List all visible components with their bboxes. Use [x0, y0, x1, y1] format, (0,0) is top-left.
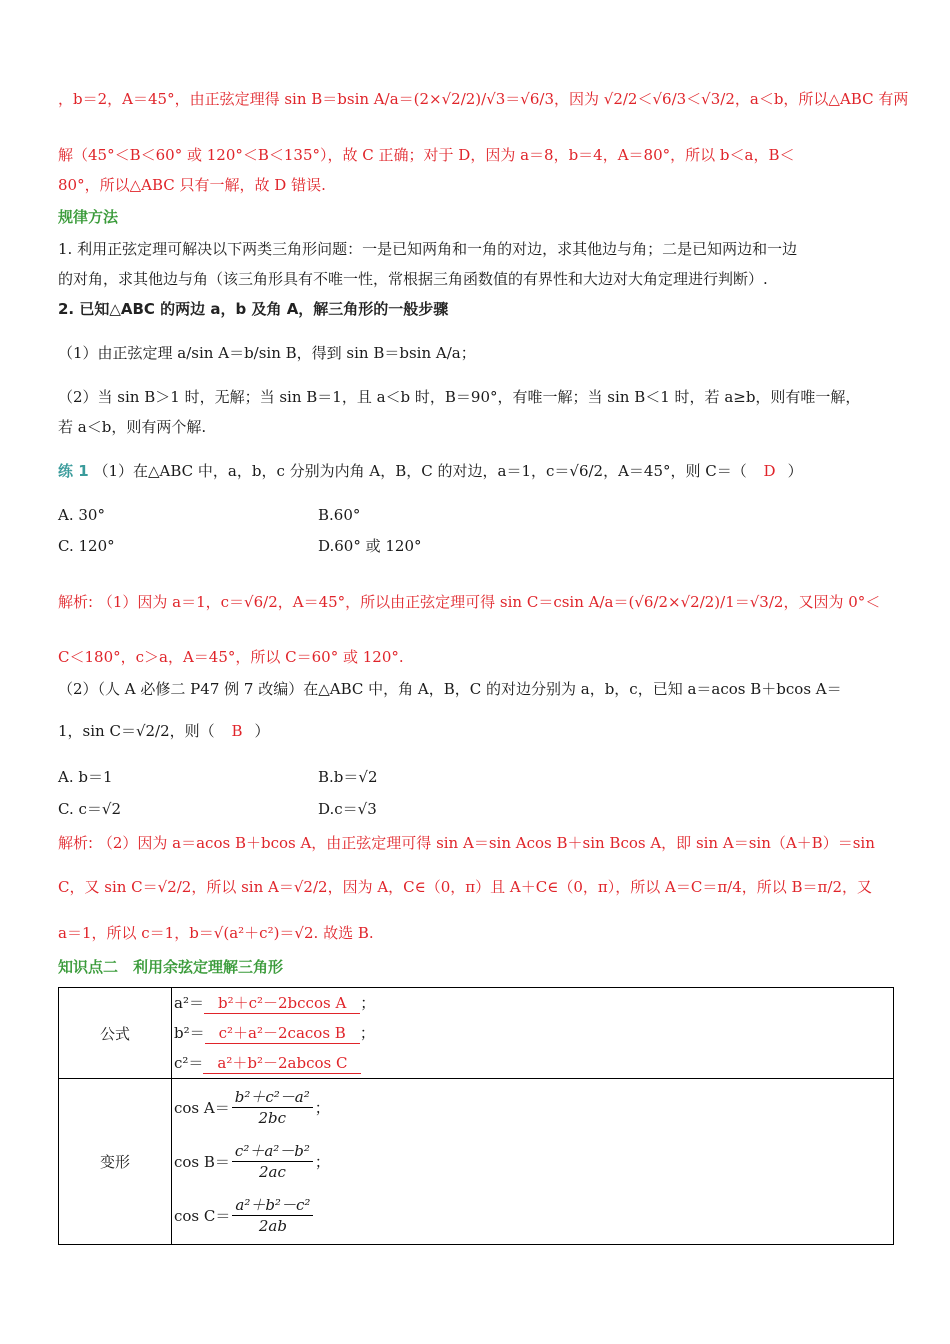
step-2-line-2: 若 a＜b，则有两个解. [58, 418, 207, 436]
knowledge-point-heading: 知识点二 利用余弦定理解三角形 [58, 958, 284, 976]
fraction-denominator: 2ab [258, 1217, 287, 1235]
solution-1-line-1 [58, 591, 880, 613]
solution-2-line-3: a＝1，所以 c＝1，b＝√(a²＋c²)＝√2. 故选 B. [58, 924, 374, 942]
transform-row: cos B＝ $\frac{\text{c²＋a²－b²}}{2ac}$ ； [174, 1142, 330, 1181]
transform-row: cos C＝ $\frac{\text{a²＋b²－c²}}{2ab}$ [172, 1189, 893, 1243]
step-1: （1）由正弦定理 a/sin A＝b/sin B，得到 sin B＝bsin A/a； [58, 344, 476, 362]
fraction-numerator: b²＋c²－a² [232, 1087, 313, 1108]
solution-2-label: 解析: [58, 834, 94, 852]
step-2-line-1: （2）当 sin B＞1 时，无解；当 sin B＝1，且 a＜b 时，B＝90°，有唯一解；当 sin B＜1 时，若 a≥b，则有唯一解， [58, 388, 861, 406]
fraction-numerator: a²＋b²－c² [232, 1195, 313, 1216]
solution-cont-line-3: 80°，所以△ABC 只有一解，故 D 错误. [58, 176, 326, 194]
solution-cont-line-1: ，b＝2，A＝45°，由正弦定理得 sin B＝bsin A/a＝(2×√2/2)/√3＝√6/3，因为 √2/2＜√6/3＜√3/2，a＜b，所以△ABC 有两 [58, 90, 909, 108]
transform-head: 变形 [59, 1079, 172, 1245]
exercise-2-answer: B [231, 722, 243, 740]
solution-1-text: （1）因为 a＝1，c＝√6/2，A＝45°，所以由正弦定理可得 sin C＝csin A/a＝(√6/2×√2/2)/1＝√3/2，又因为 0°＜ [97, 593, 881, 611]
method-heading: 规律方法 [58, 208, 119, 226]
solution-2-line-1 [58, 832, 875, 854]
option-2a: A. b＝1 [58, 768, 113, 786]
option-a: A. 30° [58, 506, 105, 524]
method-1-line-2: 的对角，求其他边与角（该三角形具有不唯一性，常根据三角函数值的有界性和大边对大角定理进行判断）. [58, 270, 768, 288]
fraction-denominator: 2ac [258, 1163, 286, 1181]
formula-row: c²＝ a²＋b²－2abcos C [172, 1048, 893, 1078]
solution-1-line-2: C＜180°，c＞a，A＝45°，所以 C＝60° 或 120°. [58, 648, 404, 666]
formula-row: a²＝ b²＋c²－2bccos A ； [174, 994, 376, 1012]
solution-2-text: （2）因为 a＝acos B＋bcos A，由正弦定理可得 sin A＝sin Acos B＋sin Bcos A，即 sin A＝sin（A＋B）＝sin [97, 834, 875, 852]
transform-cell [172, 1079, 894, 1245]
exercise-1-answer: D [763, 462, 776, 480]
method-1-line-1: 1. 利用正弦定理可解决以下两类三角形问题：一是已知两角和一角的对边，求其他边与角；二是已知两边和一边 [58, 240, 798, 258]
solution-cont-line-2: 解（45°＜B＜60° 或 120°＜B＜135°），故 C 正确；对于 D，因为 a＝8，b＝4，A＝80°，所以 b＜a，B＜ [58, 146, 795, 164]
exercise-2-line-1: （2）（人 A 必修二 P47 例 7 改编）在△ABC 中，角 A，B，C 的对边分别为 a，b，c，已知 a＝acos B＋bcos A＝ [58, 680, 842, 698]
solution-2-line-2: C，又 sin C＝√2/2，所以 sin A＝√2/2，因为 A，C∈（0，π）且 A＋C∈（0，π），所以 A＝C＝π/4，所以 B＝π/2，又 [58, 878, 873, 896]
exercise-2-line-2: 1，sin C＝√2/2，则（ B ） [58, 722, 270, 740]
option-2b: B.b＝√2 [318, 768, 378, 786]
exercise-2-text: 1，sin C＝√2/2，则（ [58, 722, 215, 740]
exercise-1-question: 练 1 （1）在△ABC 中，a，b，c 分别为内角 A，B，C 的对边，a＝1，c＝√6/2，A＝45°，则 C＝（ D ） [58, 462, 803, 480]
option-b: B.60° [318, 506, 361, 524]
solution-label: 解析: [58, 593, 94, 611]
formula-head: 公式 [59, 988, 172, 1079]
cosine-law-table [58, 987, 894, 1245]
transform-row: cos A＝ $\frac{\text{b²＋c²－a²}}{2bc}$ ； [174, 1088, 330, 1127]
formula-answer: c²＋a²－2cacos B [205, 1023, 360, 1044]
formula-cell [172, 988, 894, 1079]
option-2d: D.c＝√3 [318, 800, 377, 818]
formula-row: b²＝ c²＋a²－2cacos B ； [174, 1024, 375, 1042]
exercise-1-text: （1）在△ABC 中，a，b，c 分别为内角 A，B，C 的对边，a＝1，c＝√6/2，A＝45°，则 C＝（ [93, 462, 747, 480]
formula-answer: a²＋b²－2abcos C [203, 1053, 361, 1074]
formula-answer: b²＋c²－2bccos A [204, 993, 360, 1014]
method-2-heading: 2. 已知△ABC 的两边 a，b 及角 A，解三角形的一般步骤 [58, 300, 449, 318]
option-c: C. 120° [58, 537, 115, 555]
option-d: D.60° 或 120° [318, 537, 422, 555]
fraction-denominator: 2bc [258, 1109, 286, 1127]
exercise-label: 练 1 [58, 462, 89, 480]
fraction-numerator: c²＋a²－b² [232, 1141, 313, 1162]
option-2c: C. c＝√2 [58, 800, 121, 818]
